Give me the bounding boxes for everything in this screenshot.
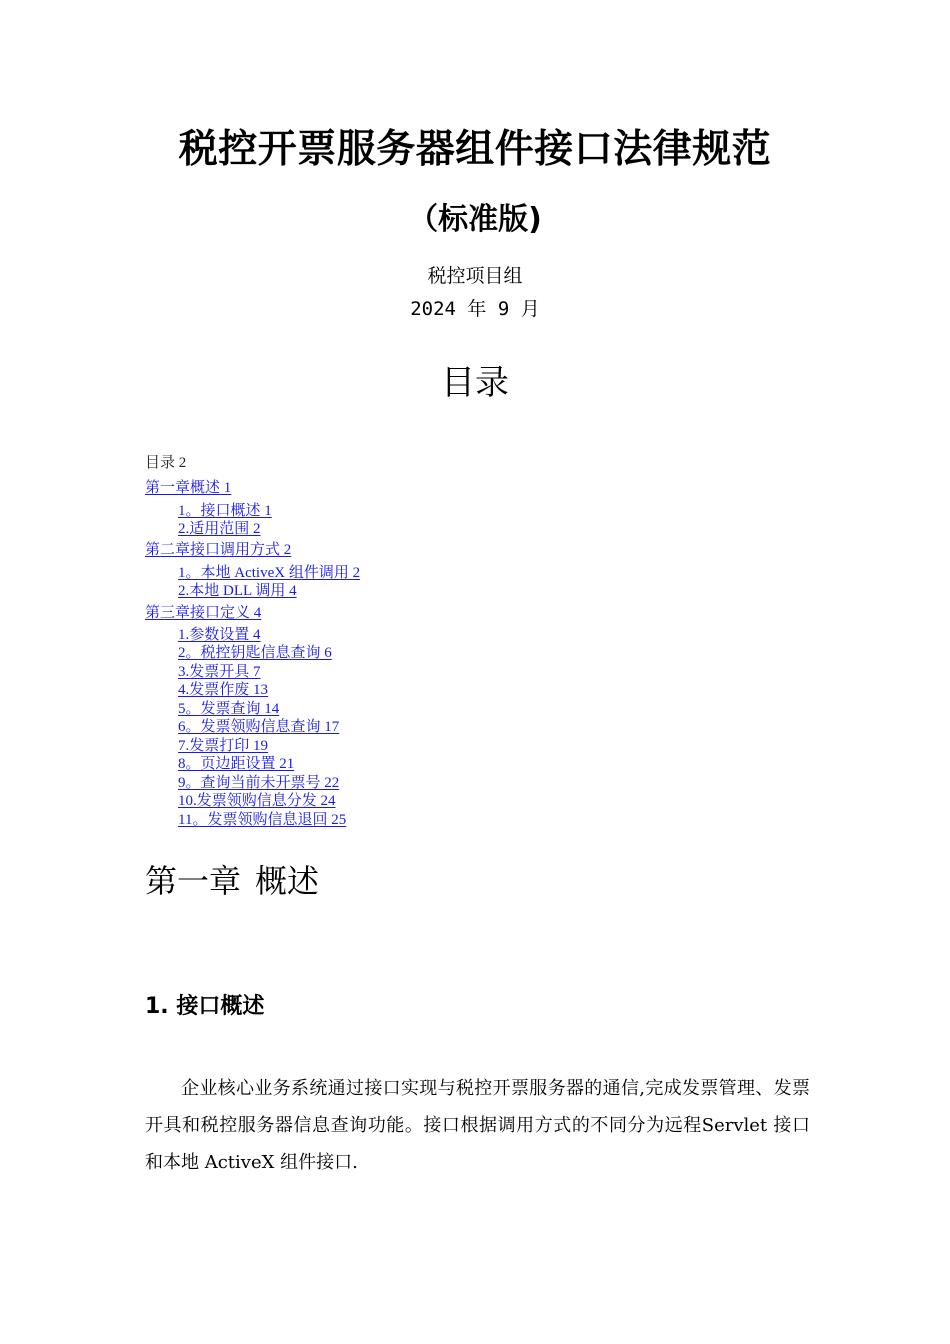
document-date: 2024 年 9 月 <box>410 298 540 320</box>
toc-entry-section <box>178 582 297 600</box>
toc-entry-section <box>178 755 294 773</box>
toc-link[interactable]: 第二章接口调用方式 2 <box>145 542 292 558</box>
toc-link[interactable]: 1.参数设置 4 <box>178 627 261 643</box>
toc-entry-section <box>178 502 272 520</box>
toc-entry-chapter <box>145 541 291 559</box>
toc-link[interactable]: 第一章概述 1 <box>145 480 232 496</box>
toc-link[interactable]: 10.发票领购信息分发 24 <box>178 793 336 809</box>
toc-self-entry: 目录 2 <box>145 455 187 471</box>
chapter-name: 概述 <box>255 862 320 900</box>
chapter-number: 第一章 <box>145 862 242 900</box>
toc-entry-section <box>178 644 332 662</box>
document-author: 税控项目组 <box>427 265 523 287</box>
toc-link[interactable]: 第三章接口定义 4 <box>145 605 262 621</box>
toc-link[interactable]: 6。发票领购信息查询 17 <box>178 719 340 735</box>
toc-entry-section <box>178 626 261 644</box>
toc-link[interactable]: 7.发票打印 19 <box>178 738 269 754</box>
toc-entry-section <box>178 700 279 718</box>
section-heading: 1. 接口概述 <box>145 994 265 1019</box>
toc-entry-section <box>178 737 268 755</box>
toc-link[interactable]: 2.本地 DLL 调用 4 <box>178 583 297 599</box>
toc-entry-section <box>178 520 261 538</box>
toc-link[interactable]: 1。接口概述 1 <box>178 503 272 519</box>
toc-entry-section <box>178 663 261 681</box>
toc-link[interactable]: 11。发票领购信息退回 25 <box>178 812 347 828</box>
toc-link[interactable]: 8。页边距设置 21 <box>178 756 295 772</box>
toc-entry-section <box>178 774 339 792</box>
toc-link[interactable]: 9。查询当前未开票号 22 <box>178 775 340 791</box>
toc-entry-chapter <box>145 604 261 622</box>
toc-link[interactable]: 1。本地 ActiveX 组件调用 2 <box>178 565 361 581</box>
document-title: 税控开票服务器组件接口法律规范 <box>178 127 772 172</box>
toc-entry-section <box>178 792 336 810</box>
document-subtitle: （标准版) <box>408 202 542 237</box>
toc-link[interactable]: 2。税控钥匙信息查询 6 <box>178 645 332 661</box>
toc-link[interactable]: 5。发票查询 14 <box>178 701 280 717</box>
toc-entry-section <box>178 718 339 736</box>
chapter-heading <box>145 857 319 905</box>
toc-entry-section <box>178 811 346 829</box>
toc-heading: 目录 <box>441 363 509 403</box>
toc-link[interactable]: 3.发票开具 7 <box>178 664 261 680</box>
body-paragraph: 企业核心业务系统通过接口实现与税控开票服务器的通信,完成发票管理、发票开具和税控服务器信息查询功能。接口根据调用方式的不同分为远程Servlet 接口和本地 ActiveX 组件接口. <box>145 1078 810 1173</box>
toc-entry-chapter <box>145 479 231 497</box>
toc-entry-section <box>178 681 268 699</box>
toc-link[interactable]: 2.适用范围 2 <box>178 521 261 537</box>
toc-entry-section <box>178 564 360 582</box>
toc-link[interactable]: 4.发票作废 13 <box>178 682 269 698</box>
